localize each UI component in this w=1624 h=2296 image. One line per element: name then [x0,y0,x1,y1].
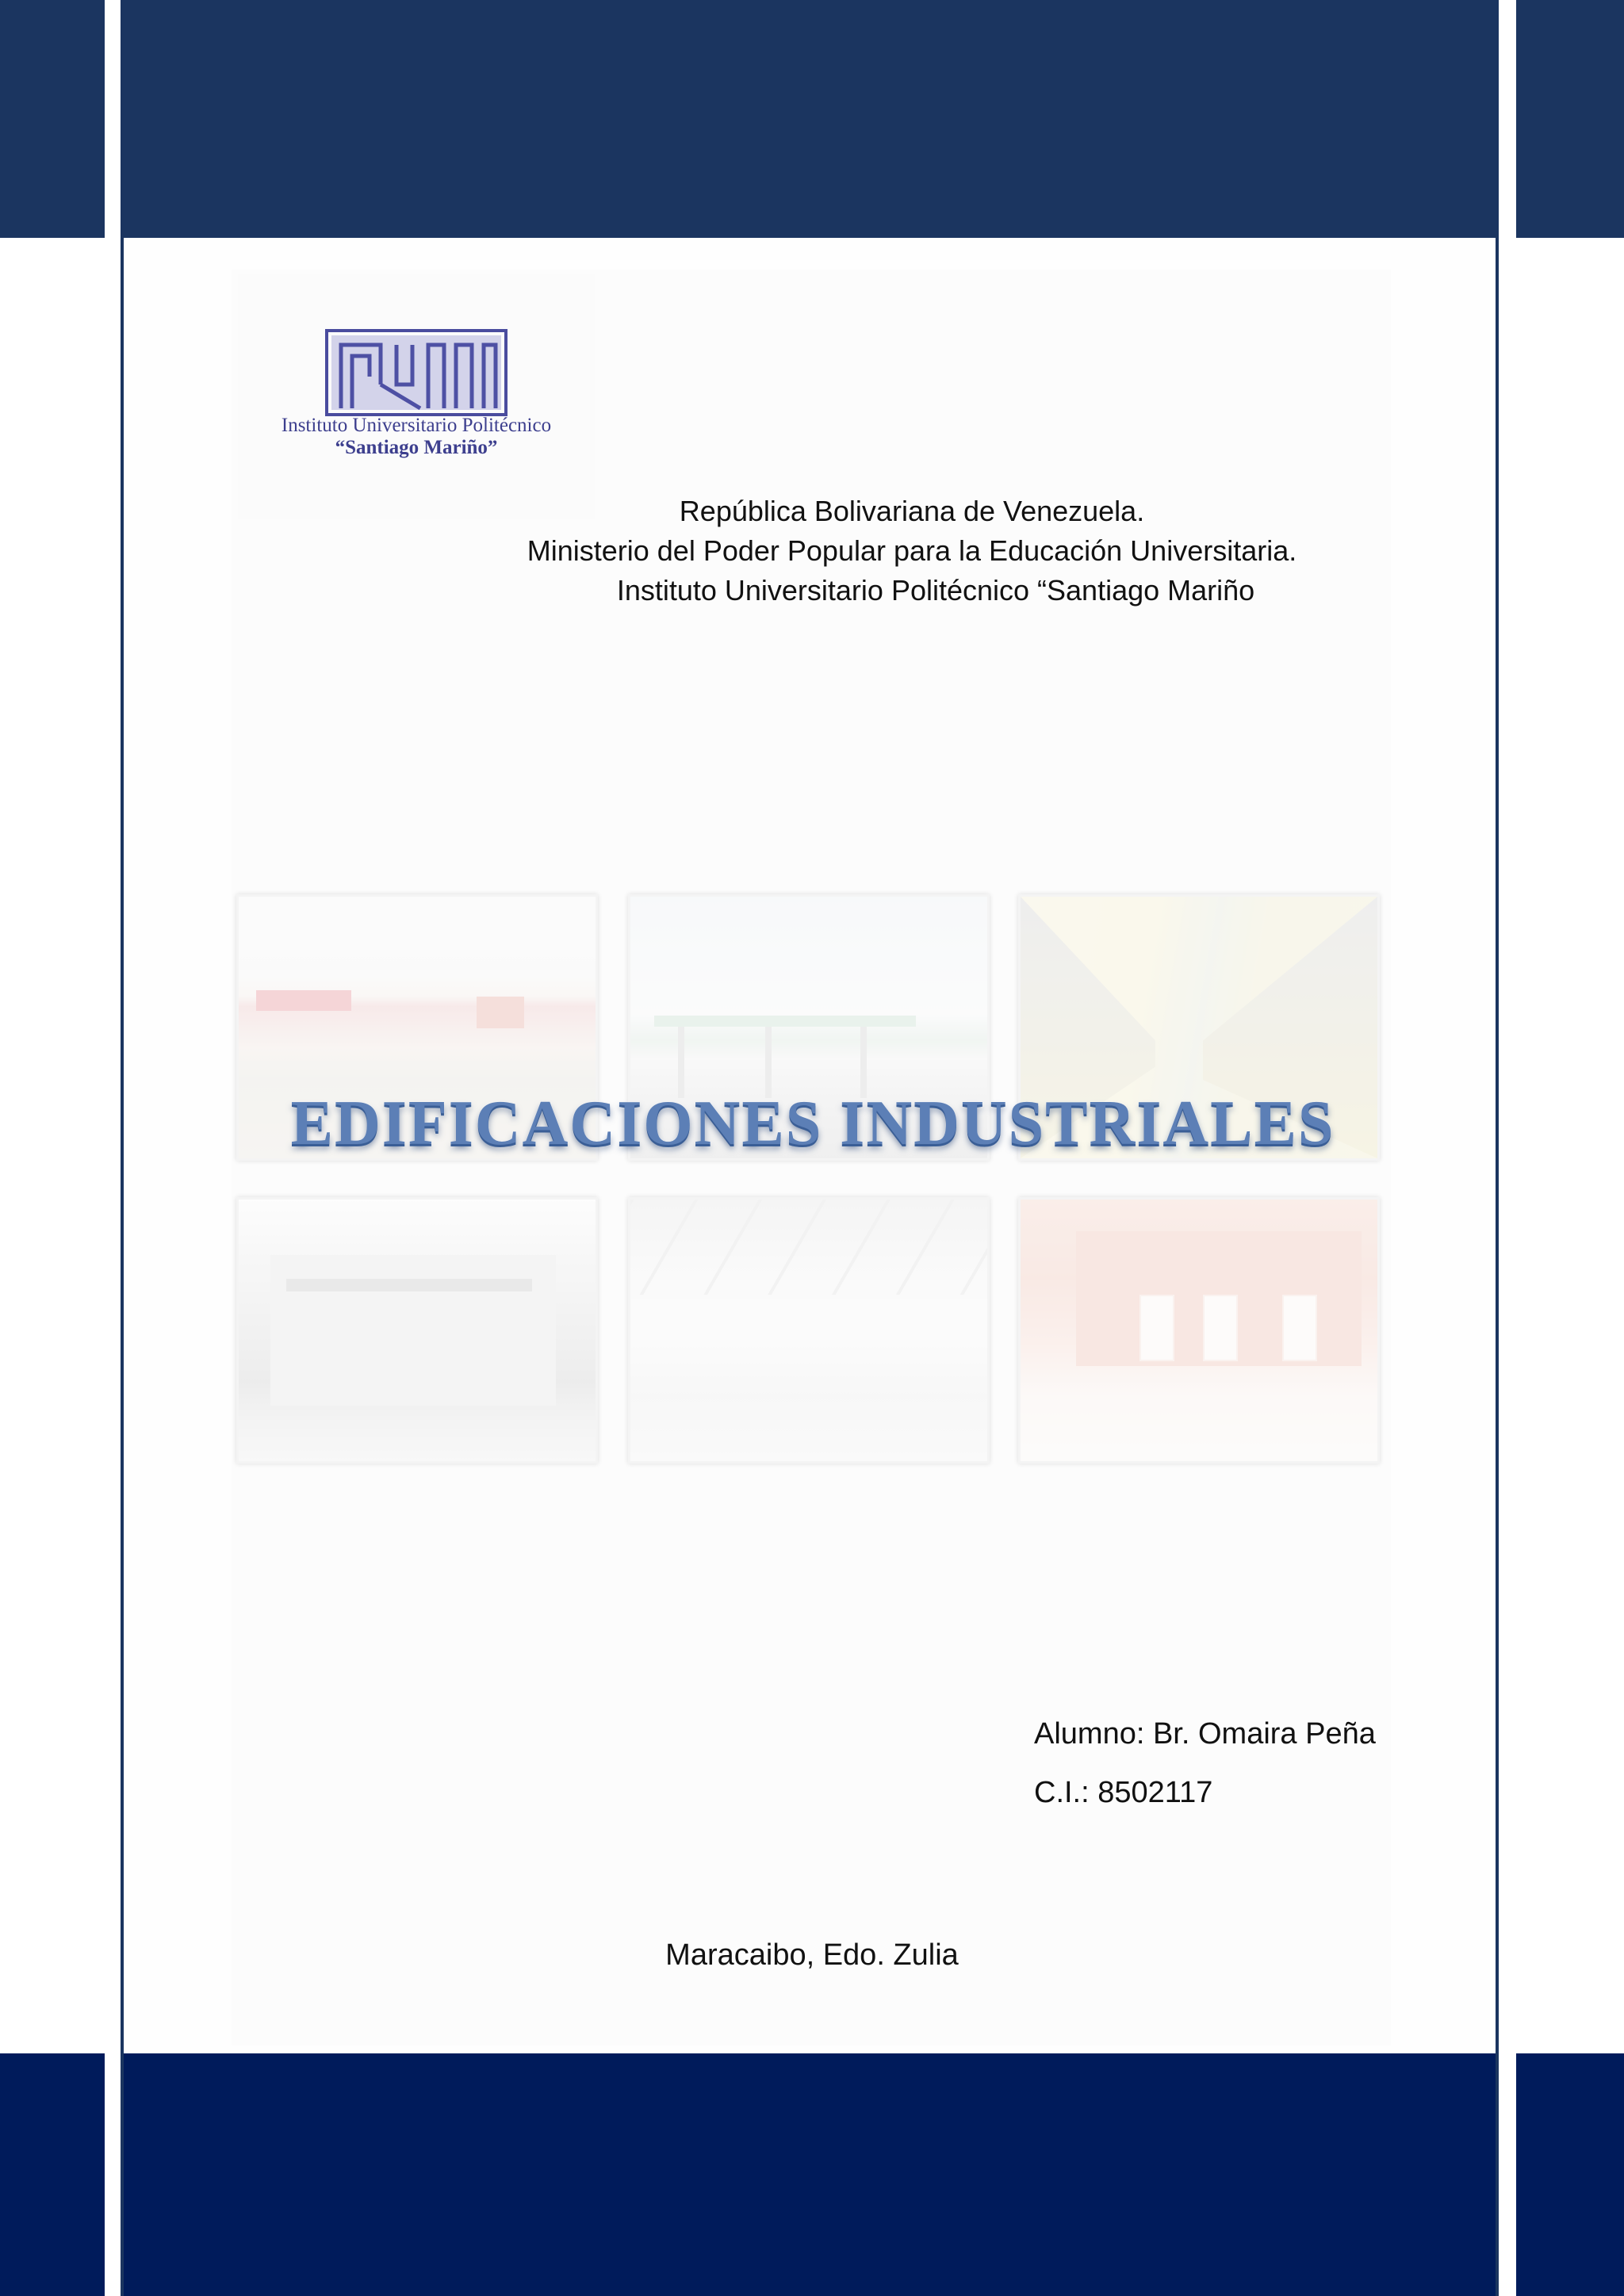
logo-text-line2: “Santiago Mariño” [335,437,498,458]
header-line-institute: Instituto Universitario Politécnico “Santiago Mariño [616,574,1255,607]
student-id: C.I.: 8502117 [1034,1776,1213,1809]
header-line-ministry: Ministerio del Poder Popular para la Educación Universitaria. [527,534,1297,567]
logo-mark-icon [325,329,508,416]
photo-warehouse-interior [628,1197,990,1464]
photo-brick-building [1018,1197,1380,1464]
place-line: Maracaibo, Edo. Zulia [665,1938,959,1972]
logo-text-line1: Instituto Universitario Politécnico [281,415,552,436]
header-line-republic: República Bolivariana de Venezuela. [679,495,1145,527]
student-name: Alumno: Br. Omaira Peña [1034,1717,1376,1751]
institution-logo [238,274,595,519]
document-title: EDIFICACIONES INDUSTRIALES [290,1089,1335,1158]
top-band [0,0,1624,238]
institution-header [444,492,1380,610]
student-info [1034,1705,1376,1822]
bottom-band [0,2053,1624,2296]
photo-industrial-facade [236,1197,598,1464]
